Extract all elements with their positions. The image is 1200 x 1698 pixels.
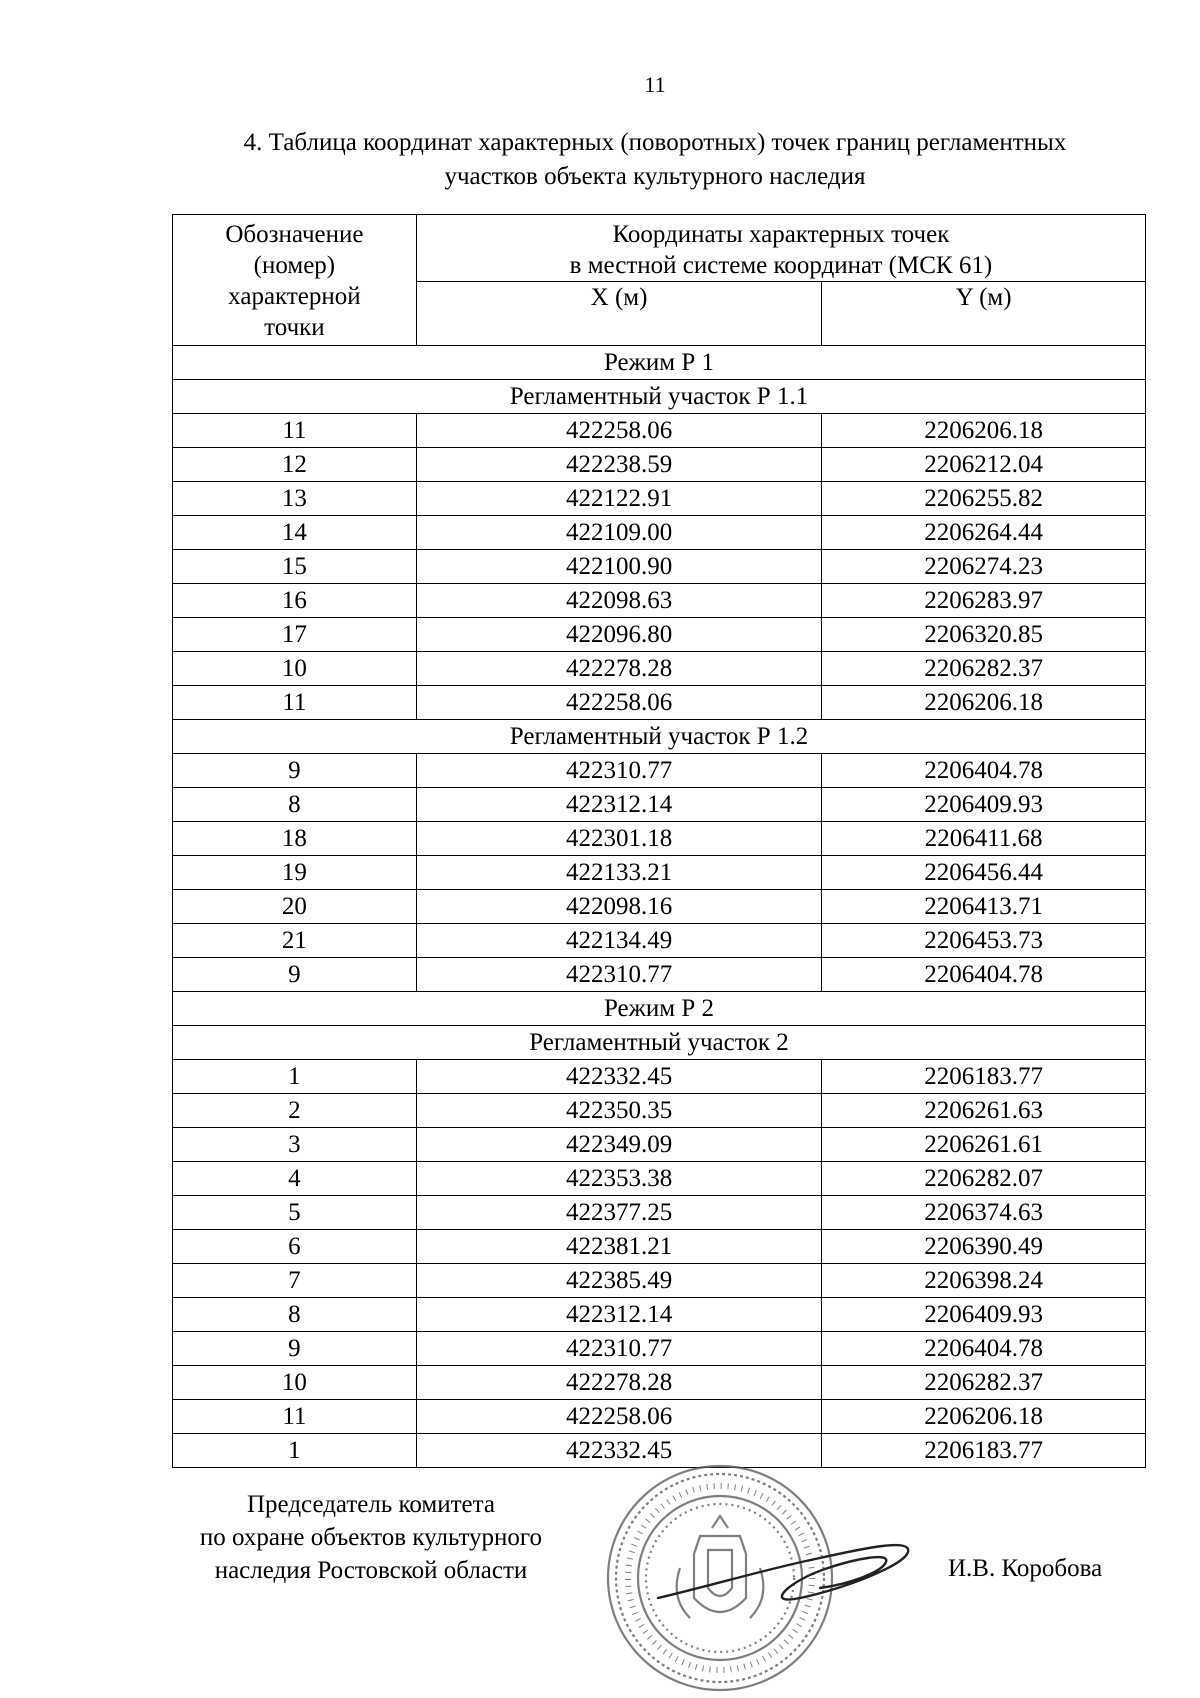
x-coordinate-cell: 422349.09 bbox=[416, 1128, 822, 1162]
x-coordinate-cell: 422377.25 bbox=[416, 1196, 822, 1230]
x-coordinate-cell: 422122.91 bbox=[416, 482, 822, 516]
table-row bbox=[173, 890, 1146, 924]
point-number-cell: 9 bbox=[173, 754, 417, 788]
point-number-cell: 11 bbox=[173, 686, 417, 720]
y-coordinate-cell: 2206456.44 bbox=[822, 856, 1146, 890]
x-coordinate-cell: 422134.49 bbox=[416, 924, 822, 958]
y-coordinate-cell: 2206283.97 bbox=[822, 584, 1146, 618]
point-number-cell: 10 bbox=[173, 1366, 417, 1400]
signatory-name: И.В. Коробова bbox=[948, 1555, 1103, 1582]
y-coordinate-cell: 2206413.71 bbox=[822, 890, 1146, 924]
area-label: Регламентный участок Р 1.2 bbox=[173, 720, 1146, 754]
mode-label: Режим Р 1 bbox=[173, 346, 1146, 380]
x-coordinate-cell: 422258.06 bbox=[416, 414, 822, 448]
table-row bbox=[173, 482, 1146, 516]
table-row bbox=[173, 1196, 1146, 1230]
x-coordinate-cell: 422100.90 bbox=[416, 550, 822, 584]
table-row bbox=[173, 788, 1146, 822]
x-coordinate-cell: 422258.06 bbox=[416, 1400, 822, 1434]
table-row bbox=[173, 1230, 1146, 1264]
y-coordinate-cell: 2206390.49 bbox=[822, 1230, 1146, 1264]
area-row bbox=[173, 1026, 1146, 1060]
y-coordinate-cell: 2206320.85 bbox=[822, 618, 1146, 652]
x-coordinate-cell: 422310.77 bbox=[416, 754, 822, 788]
point-number-cell: 11 bbox=[173, 1400, 417, 1434]
table-row bbox=[173, 550, 1146, 584]
y-coordinate-cell: 2206282.07 bbox=[822, 1162, 1146, 1196]
table-row bbox=[173, 1332, 1146, 1366]
signatory-position: Председатель комитета по охране объектов культурного наследия Ростовской области bbox=[199, 1491, 543, 1584]
area-label: Регламентный участок Р 1.1 bbox=[173, 380, 1146, 414]
table-row bbox=[173, 1094, 1146, 1128]
y-coordinate-cell: 2206404.78 bbox=[822, 754, 1146, 788]
point-number-cell: 17 bbox=[173, 618, 417, 652]
table-row bbox=[173, 754, 1146, 788]
table-row bbox=[173, 584, 1146, 618]
x-coordinate-cell: 422098.16 bbox=[416, 890, 822, 924]
x-coordinate-cell: 422278.28 bbox=[416, 652, 822, 686]
table-row bbox=[173, 1060, 1146, 1094]
y-coordinate-cell: 2206206.18 bbox=[822, 686, 1146, 720]
point-number-cell: 9 bbox=[173, 958, 417, 992]
y-coordinate-cell: 2206409.93 bbox=[822, 1298, 1146, 1332]
y-coordinate-cell: 2206183.77 bbox=[822, 1060, 1146, 1094]
table-row bbox=[173, 516, 1146, 550]
x-coordinate-cell: 422301.18 bbox=[416, 822, 822, 856]
table-row bbox=[173, 822, 1146, 856]
x-coordinate-cell: 422096.80 bbox=[416, 618, 822, 652]
x-coordinate-cell: 422258.06 bbox=[416, 686, 822, 720]
x-coordinate-cell: 422310.77 bbox=[416, 958, 822, 992]
point-number-cell: 16 bbox=[173, 584, 417, 618]
point-number-cell: 12 bbox=[173, 448, 417, 482]
table-row bbox=[173, 1264, 1146, 1298]
y-coordinate-cell: 2206264.44 bbox=[822, 516, 1146, 550]
table-row bbox=[173, 414, 1146, 448]
table-row bbox=[173, 1162, 1146, 1196]
mode-label: Режим Р 2 bbox=[173, 992, 1146, 1026]
page-number: 11 bbox=[644, 72, 666, 97]
area-row bbox=[173, 720, 1146, 754]
y-coordinate-cell: 2206206.18 bbox=[822, 414, 1146, 448]
y-coordinate-cell: 2206255.82 bbox=[822, 482, 1146, 516]
x-coordinate-cell: 422385.49 bbox=[416, 1264, 822, 1298]
x-coordinate-cell: 422133.21 bbox=[416, 856, 822, 890]
table-row bbox=[173, 856, 1146, 890]
coordinates-table bbox=[172, 214, 1146, 1468]
point-number-cell: 14 bbox=[173, 516, 417, 550]
x-coordinate-cell: 422381.21 bbox=[416, 1230, 822, 1264]
mode-row bbox=[173, 992, 1146, 1026]
point-number-cell: 7 bbox=[173, 1264, 417, 1298]
x-coordinate-cell: 422310.77 bbox=[416, 1332, 822, 1366]
y-coordinate-cell: 2206398.24 bbox=[822, 1264, 1146, 1298]
table-row bbox=[173, 652, 1146, 686]
point-number-cell: 8 bbox=[173, 788, 417, 822]
table-row bbox=[173, 1298, 1146, 1332]
x-coordinate-cell: 422350.35 bbox=[416, 1094, 822, 1128]
point-number-cell: 13 bbox=[173, 482, 417, 516]
y-coordinate-cell: 2206183.77 bbox=[822, 1434, 1146, 1468]
table-row bbox=[173, 1400, 1146, 1434]
point-number-cell: 15 bbox=[173, 550, 417, 584]
x-column-header: X (м) bbox=[416, 282, 822, 346]
y-coordinate-cell: 2206282.37 bbox=[822, 1366, 1146, 1400]
document-title bbox=[180, 126, 1130, 194]
y-coordinate-cell: 2206261.61 bbox=[822, 1128, 1146, 1162]
mode-row bbox=[173, 346, 1146, 380]
title-line-1: 4. Таблица координат характерных (поворотных) точек границ регламентных bbox=[243, 129, 1067, 156]
point-number-cell: 1 bbox=[173, 1060, 417, 1094]
x-coordinate-cell: 422109.00 bbox=[416, 516, 822, 550]
point-number-cell: 21 bbox=[173, 924, 417, 958]
table-row bbox=[173, 618, 1146, 652]
y-column-header: Y (м) bbox=[822, 282, 1146, 346]
x-coordinate-cell: 422238.59 bbox=[416, 448, 822, 482]
point-number-cell: 19 bbox=[173, 856, 417, 890]
y-coordinate-cell: 2206206.18 bbox=[822, 1400, 1146, 1434]
y-coordinate-cell: 2206453.73 bbox=[822, 924, 1146, 958]
point-number-cell: 20 bbox=[173, 890, 417, 924]
x-coordinate-cell: 422332.45 bbox=[416, 1060, 822, 1094]
y-coordinate-cell: 2206404.78 bbox=[822, 958, 1146, 992]
point-number-cell: 5 bbox=[173, 1196, 417, 1230]
area-row bbox=[173, 380, 1146, 414]
area-label: Регламентный участок 2 bbox=[173, 1026, 1146, 1060]
point-number-cell: 18 bbox=[173, 822, 417, 856]
y-coordinate-cell: 2206212.04 bbox=[822, 448, 1146, 482]
y-coordinate-cell: 2206261.63 bbox=[822, 1094, 1146, 1128]
table-row bbox=[173, 448, 1146, 482]
coordinates-header: Координаты характерных точек в местной системе координат (МСК 61) bbox=[416, 215, 1145, 282]
x-coordinate-cell: 422312.14 bbox=[416, 788, 822, 822]
table-row bbox=[173, 958, 1146, 992]
y-coordinate-cell: 2206274.23 bbox=[822, 550, 1146, 584]
point-number-cell: 4 bbox=[173, 1162, 417, 1196]
point-number-cell: 3 bbox=[173, 1128, 417, 1162]
x-coordinate-cell: 422353.38 bbox=[416, 1162, 822, 1196]
x-coordinate-cell: 422098.63 bbox=[416, 584, 822, 618]
y-coordinate-cell: 2206409.93 bbox=[822, 788, 1146, 822]
x-coordinate-cell: 422312.14 bbox=[416, 1298, 822, 1332]
x-coordinate-cell: 422332.45 bbox=[416, 1434, 822, 1468]
point-number-cell: 8 bbox=[173, 1298, 417, 1332]
point-number-cell: 10 bbox=[173, 652, 417, 686]
point-number-cell: 2 bbox=[173, 1094, 417, 1128]
x-coordinate-cell: 422278.28 bbox=[416, 1366, 822, 1400]
point-number-cell: 9 bbox=[173, 1332, 417, 1366]
point-number-cell: 6 bbox=[173, 1230, 417, 1264]
title-line-2: участков объекта культурного наследия bbox=[444, 163, 866, 190]
point-number-cell: 1 bbox=[173, 1434, 417, 1468]
y-coordinate-cell: 2206374.63 bbox=[822, 1196, 1146, 1230]
table-row bbox=[173, 1366, 1146, 1400]
handwritten-signature-icon bbox=[650, 1528, 920, 1618]
y-coordinate-cell: 2206411.68 bbox=[822, 822, 1146, 856]
table-row bbox=[173, 1128, 1146, 1162]
table-row bbox=[173, 924, 1146, 958]
point-number-cell: 11 bbox=[173, 414, 417, 448]
point-number-header: Обозначение (номер) характерной точки bbox=[173, 215, 417, 346]
y-coordinate-cell: 2206404.78 bbox=[822, 1332, 1146, 1366]
table-row bbox=[173, 686, 1146, 720]
table-body bbox=[173, 346, 1146, 1468]
y-coordinate-cell: 2206282.37 bbox=[822, 652, 1146, 686]
